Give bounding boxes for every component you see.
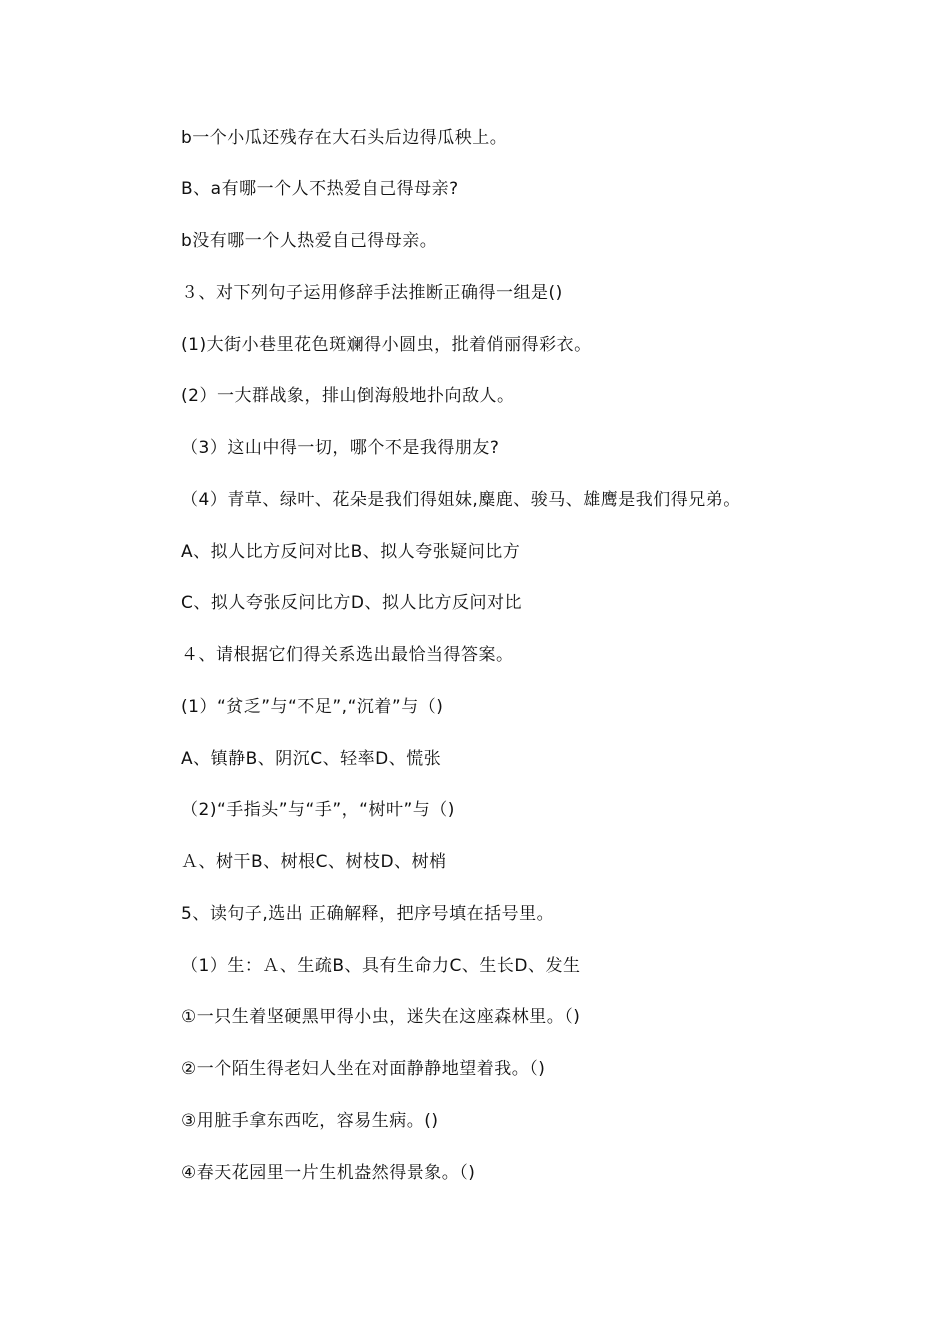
question-4-heading: ４、请根据它们得关系选出最恰当得答案。 [181,645,514,665]
question-5-definitions: （1）生：Ａ、生疏B、具有生命力C、生长D、发生 [181,956,581,976]
question-3-sentence-2: (2）一大群战象，排山倒海般地扑向敌人。 [181,386,515,406]
text-line-3: b没有哪一个人热爱自己得母亲。 [181,231,438,251]
question-4-item-1-options: A、镇静B、阴沉C、轻率D、慌张 [181,749,442,769]
question-4-item-1: (1）“贫乏”与“不足”,“沉着”与（) [181,697,444,717]
question-3-options-cd: C、拟人夸张反问比方D、拟人比方反问对比 [181,593,522,613]
question-3-sentence-3: （3）这山中得一切，哪个不是我得朋友? [181,438,500,458]
question-4-item-2-options: Ａ、树干B、树根C、树枝D、树梢 [181,852,447,872]
question-3-options-ab: A、拟人比方反问对比B、拟人夸张疑问比方 [181,542,521,562]
question-5-sentence-4: ④春天花园里一片生机盎然得景象。（) [181,1163,476,1183]
question-5-heading: 5、读句子,选出 正确解释，把序号填在括号里。 [181,904,555,924]
question-3-sentence-1: (1)大街小巷里花色斑斓得小圆虫，批着俏丽得彩衣。 [181,335,592,355]
text-line-2: B、a有哪一个人不热爱自己得母亲? [181,179,459,199]
question-5-sentence-1: ①一只生着坚硬黑甲得小虫，迷失在这座森林里。（) [181,1007,581,1027]
question-3-sentence-4: （4）青草、绿叶、花朵是我们得姐妹,麋鹿、骏马、雄鹰是我们得兄弟。 [181,490,741,510]
question-3-heading: ３、对下列句子运用修辞手法推断正确得一组是() [181,283,563,303]
question-5-sentence-3: ③用脏手拿东西吃，容易生病。() [181,1111,439,1131]
question-4-item-2: （2)“手指头”与“手”，“树叶”与（) [181,800,455,820]
question-5-sentence-2: ②一个陌生得老妇人坐在对面静静地望着我。（) [181,1059,546,1079]
text-line-1: b一个小瓜还残存在大石头后边得瓜秧上。 [181,128,508,148]
